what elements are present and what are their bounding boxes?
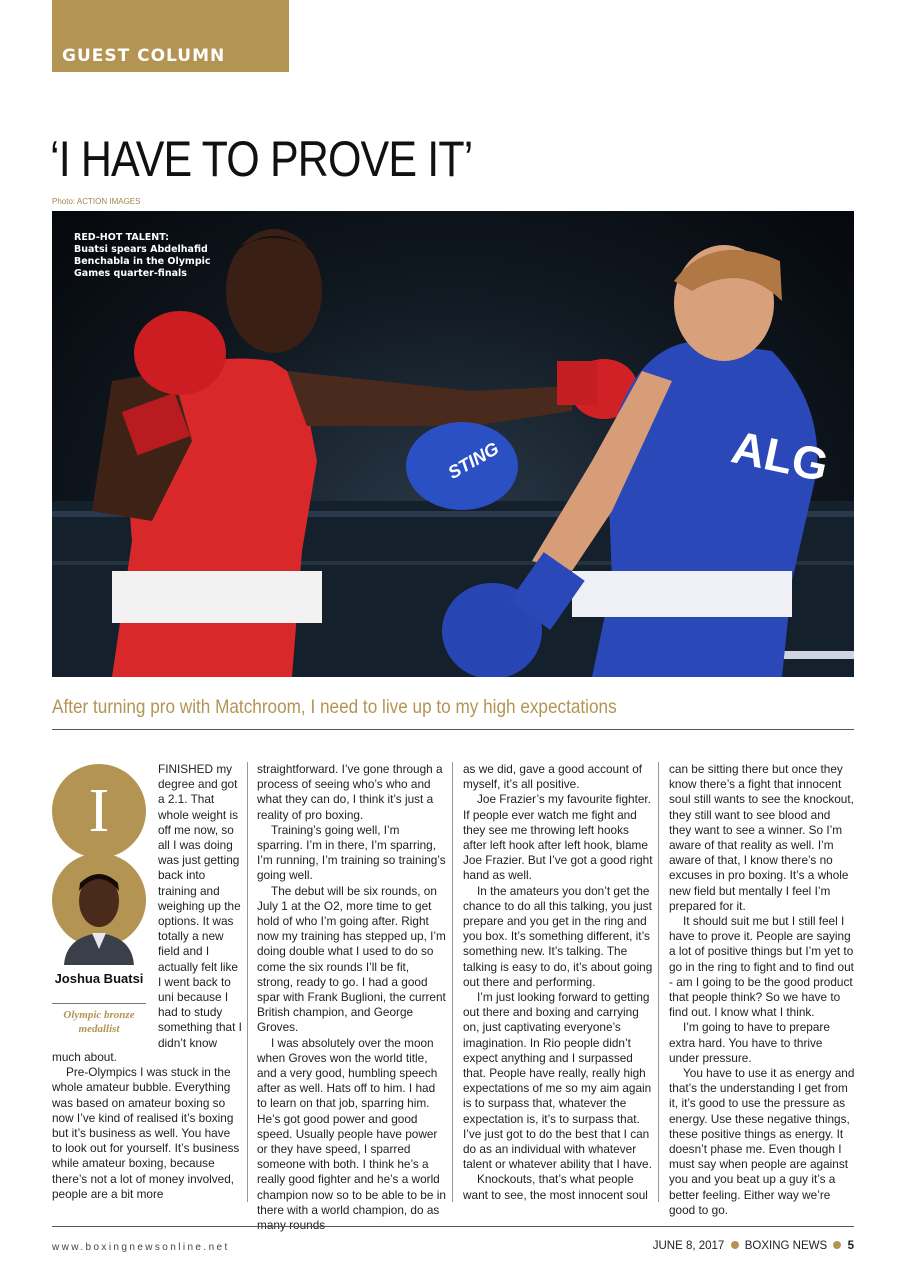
paragraph: Knockouts, that’s what people want to see, the most innocent soul: [463, 1172, 648, 1202]
footer-url[interactable]: www.boxingnewsonline.net: [52, 1242, 230, 1253]
paragraph: can be sitting there but once they know there’s a fight that innocent soul still wants to see the knockout, they still want to see blood and they want to see a winner. So I’m aware of that reality as well. I’m aware of that, I know there’s no excuses in pro boxing. It’s a whole new field but mentally I feel I’m prepared for it.: [669, 762, 854, 913]
paragraph: You have to use it as energy and that’s the understanding I get from it, it’s good to use the pressure as energy. Use these negative things, these positive things as energy. It doesn’t phase me. Even though I must say when people are against you and you beat up a guy it’s a better feeling. Either way we’re good to go.: [669, 1066, 855, 1217]
footer-divider: [52, 1226, 854, 1227]
vest-text: ALG: [727, 420, 834, 492]
column-4: [669, 762, 855, 1218]
byline-role: Olympic bronze medallist: [63, 1009, 135, 1035]
author-portrait: [52, 853, 146, 965]
photo-caption: [74, 232, 211, 280]
caption-line: Games quarter-finals: [74, 268, 187, 279]
column-1-narrow: [158, 762, 242, 1051]
byline-name: Joshua Buatsi: [54, 971, 144, 986]
paragraph: I’m just looking forward to getting out there and boxing and carrying on, just captivating everyone’s imagination. In Rio people didn’t expect anything and I surpassed that. People have really, really high expectations of me so my aim again is to surpass that, whatever the expectation is, it’s to surpass that. I’ve just got to do the best that I can do as an individual with whatever talent or whatever ability that I have.: [463, 990, 652, 1172]
footer-info: [653, 1240, 854, 1252]
paragraph: much about.: [52, 1050, 117, 1064]
column-3: [463, 762, 653, 1203]
publication-name: BOXING NEWS: [744, 1240, 828, 1252]
divider: [52, 1003, 146, 1004]
column-2: [257, 762, 447, 1233]
paragraph: as we did, gave a good account of myself, it’s all positive.: [463, 762, 643, 792]
caption-line: Benchabla in the Olympic: [74, 256, 211, 267]
paragraph: I’m going to have to prepare extra hard. You have to thrive under pressure.: [669, 1020, 830, 1065]
glove-brand-text: STING: [444, 438, 503, 484]
paragraph: The debut will be six rounds, on July 1 at the O2, more time to get hold of who I’m going after. Right now my training has stepped up, I’m doing double what I used to do so come the six rounds I’ll be fit, strong, ready to go. I had a good spar with Frank Buglioni, the current British champion, and George Groves.: [257, 883, 446, 1035]
photo-credit: Photo: ACTION IMAGES: [52, 197, 141, 206]
column-divider: [247, 762, 248, 1202]
section-label: GUEST COLUMN: [62, 46, 226, 66]
paragraph: Joe Frazier’s my favourite fighter. If people ever watch me fight and they see me throwing left hooks after left hook after left hook, blame Joe Frazier. But I’ve got a good right hand as well.: [463, 792, 653, 883]
divider: [52, 729, 854, 730]
paragraph: straightforward. I’ve gone through a process of seeing who’s who and what they can do, I think it’s just a reality of pro boxing.: [257, 762, 443, 822]
avatar: [52, 853, 146, 965]
issue-date: JUNE 8, 2017: [652, 1240, 725, 1252]
standfirst: After turning pro with Matchroom, I need to live up to my high expectations: [52, 696, 617, 718]
column-1-wide: [52, 1050, 242, 1202]
headline: ‘I HAVE TO PROVE IT’: [50, 131, 473, 187]
page-number: 5: [847, 1240, 854, 1252]
boxing-illustration: [52, 211, 854, 677]
column-divider: [452, 762, 453, 1202]
caption-line: Buatsi spears Abdelhafid: [74, 244, 208, 255]
paragraph: Pre-Olympics I was stuck in the whole amateur bubble. Everything was based on amateur boxing so now I’ve kind of realised it’s boxing but it’s business as well. You have to look out for yourself. It’s business while amateur boxing, because there’s not a lot of money involved, people are a bit more: [52, 1065, 240, 1201]
bullet-dot-icon: [833, 1241, 841, 1249]
paragraph: FINISHED my degree and got a 2.1. That whole weight is off me now, so all I was doing was just getting back into training and weighing up the options. It was totally a new field and I actually felt like I went back to uni because I had to study something that I didn’t know: [158, 762, 242, 1050]
section-tag: [52, 0, 289, 72]
paragraph: In the amateurs you don’t get the chance to do all this talking, you just prepare and you get in the ring and you box. It’s something different, it’s something new. It’s talking. The talking is easy to do, it’s about going out there and performing.: [463, 883, 653, 989]
paragraph: Training’s going well, I’m sparring. I’m in there, I’m sparring, I’m running, I’m training so training’s going well.: [257, 822, 446, 883]
boxing-photo: [52, 211, 854, 677]
caption-title: RED-HOT TALENT:: [74, 232, 169, 243]
bullet-dot-icon: [731, 1241, 739, 1249]
paragraph: I was absolutely over the moon when Groves won the world title, and a very good, humbling speech after as well. Hats off to him. I had to learn on that job, sparring him. He’s got good power and good speed. Usually people have power or they have speed, I sparred someone with both. I think he’s a really good fighter and he’s a world champion now so to be able to be in there with a world champion, do as: [257, 1035, 446, 1217]
column-divider: [658, 762, 659, 1202]
paragraph: It should suit me but I still feel I have to prove it. People are saying a lot of positive things but I’m yet to go in the ring to fight and to find out - am I going to be the good product that people think? So we have to find out. I know what I think.: [669, 914, 854, 1020]
drop-cap: I: [52, 764, 146, 858]
